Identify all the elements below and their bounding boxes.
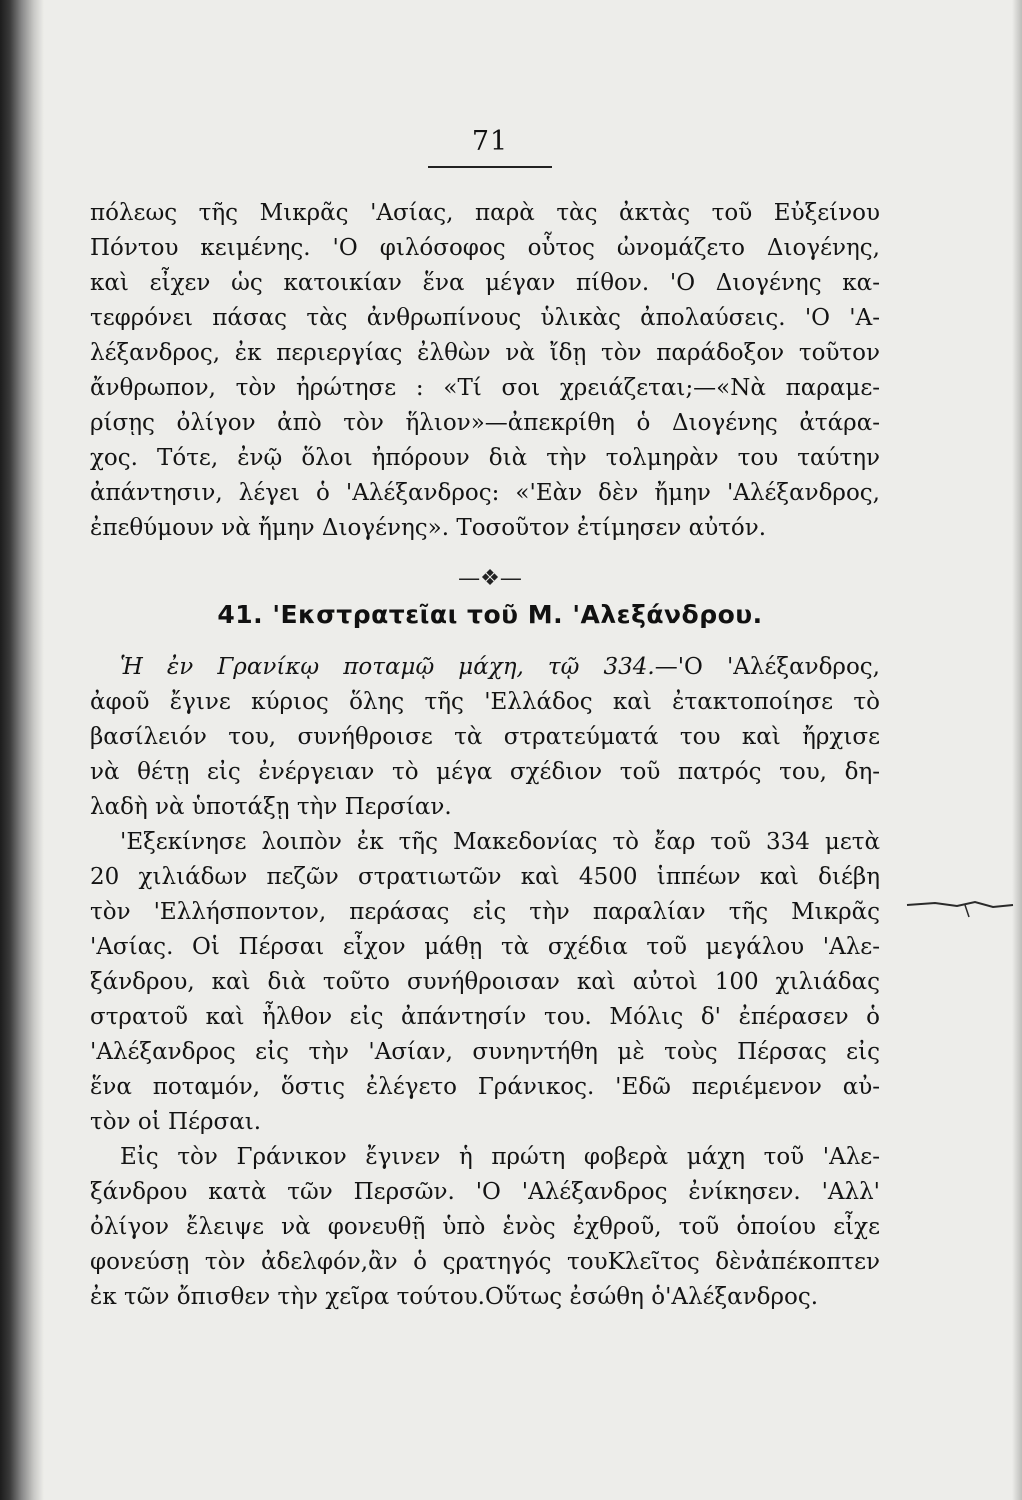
book-spine bbox=[0, 0, 44, 1500]
text-line: ὀλίγον ἔλειψε νὰ φονευθῇ ὑπὸ ἑνὸς ἐχθροῦ, τοῦ ὁποίου εἶχε bbox=[90, 1214, 880, 1240]
paragraphs-granicus bbox=[90, 650, 880, 1315]
text-line: χος. Τότε, ἐνῷ ὅλοι ἠπόρουν διὰ τὴν τολμηρὰν του ταύτην bbox=[90, 445, 880, 471]
text-line: βασίλειόν του, συνήθροισε τὰ στρατεύματά του καὶ ἤρχισε bbox=[90, 724, 880, 750]
text-fragment: —'Ο 'Αλέξανδρος, bbox=[654, 654, 880, 680]
text-line: 20 χιλιάδων πεζῶν στρατιωτῶν καὶ 4500 ἱππέων καὶ διέβη bbox=[90, 864, 880, 890]
text-line: ἀπάντησιν, λέγει ὁ 'Αλέξανδρος: «'Εὰν δὲν ἤμην 'Αλέξανδρος, bbox=[90, 480, 880, 506]
text-line: τὸν οἱ Πέρσαι. bbox=[90, 1109, 262, 1135]
text-line: ξάνδρου κατὰ τῶν Περσῶν. 'Ο 'Αλέξανδρος ἐνίκησεν. 'Αλλ' bbox=[90, 1179, 880, 1205]
text-line: ξάνδρου, καὶ διὰ τοῦτο συνήθροισαν καὶ αὐτοὶ 100 χιλιάδας bbox=[90, 969, 880, 995]
text-line: ἕνα ποταμόν, ὅστις ἐλέγετο Γράνικος. 'Εδῶ περιέμενον αὐ- bbox=[90, 1074, 880, 1100]
text-line: καὶ εἶχεν ὡς κατοικίαν ἕνα μέγαν πίθον. 'Ο Διογένης κα- bbox=[90, 270, 880, 296]
text-line: 'Ασίας. Οἱ Πέρσαι εἶχον μάθῃ τὰ σχέδια τοῦ μεγάλου 'Αλε- bbox=[90, 934, 880, 960]
text-line: τεφρόνει πάσας τὰς ἀνθρωπίνους ὑλικὰς ἀπολαύσεις. 'Ο 'Α- bbox=[90, 305, 880, 331]
battle-subtitle: Ἡ ἐν Γρανίκῳ ποταμῷ μάχη, τῷ 334. bbox=[120, 654, 655, 680]
text-line: στρατοῦ καὶ ἦλθον εἰς ἀπάντησίν του. Μόλις δ' ἐπέρασεν ὁ bbox=[90, 1004, 880, 1030]
text-line: 'Αλέξανδρος εἰς τὴν 'Ασίαν, συνηντήθη μὲ τοὺς Πέρσας εἰς bbox=[90, 1039, 880, 1065]
page-edge bbox=[1012, 0, 1022, 1500]
section-ornament: —❖— bbox=[458, 566, 522, 591]
page-number: 71 bbox=[471, 126, 509, 157]
paper-tear bbox=[905, 893, 1015, 923]
text-line bbox=[90, 650, 880, 685]
text-line: τὸν 'Ελλήσποντον, περάσας εἰς τὴν παραλίαν τῆς Μικρᾶς bbox=[90, 899, 880, 925]
text-line: ρίσῃς ὀλίγον ἀπὸ τὸν ἥλιον»—ἀπεκρίθη ὁ Διογένης ἀτάρα- bbox=[90, 410, 880, 436]
section-heading: 41. 'Εκστρατεῖαι τοῦ Μ. 'Αλεξάνδρου. bbox=[217, 600, 763, 629]
text-line: πόλεως τῆς Μικρᾶς 'Ασίας, παρὰ τὰς ἀκτὰς τοῦ Εὐξείνου bbox=[90, 200, 880, 226]
text-line: ἐπεθύμουν νὰ ἤμην Διογένης». Τοσοῦτον ἐτίμησεν αὐτόν. bbox=[90, 515, 767, 541]
text-line: ἐκ τῶν ὄπισθεν τὴν χεῖρα τούτου.Οὕτως ἐσώθη ὁ'Αλέξανδρος. bbox=[90, 1284, 819, 1310]
text-line: ἄνθρωπον, τὸν ἠρώτησε : «Τί σοι χρειάζεται;—«Νὰ παραμε- bbox=[90, 375, 880, 401]
paragraph-diogenes bbox=[90, 196, 880, 546]
text-line: φονεύσῃ τὸν ἀδελφόν,ἂν ὁ ςρατηγός τουΚλεῖτος δὲνἀπέκοπτεν bbox=[90, 1249, 880, 1275]
text-line: νὰ θέτῃ εἰς ἐνέργειαν τὸ μέγα σχέδιον τοῦ πατρός του, δη- bbox=[90, 759, 880, 785]
text-line: λαδὴ νὰ ὑποτάξῃ τὴν Περσίαν. bbox=[90, 794, 452, 820]
text-line: ἀφοῦ ἔγινε κύριος ὅλης τῆς 'Ελλάδος καὶ ἐτακτοποίησε τὸ bbox=[90, 689, 880, 715]
text-line: Πόντου κειμένης. 'Ο φιλόσοφος οὗτος ὠνομάζετο Διογένης, bbox=[90, 235, 880, 261]
text-line: λέξανδρος, ἐκ περιεργίας ἐλθὼν νὰ ἴδῃ τὸν παράδοξον τοῦτον bbox=[90, 340, 880, 366]
text-line: 'Εξεκίνησε λοιπὸν ἐκ τῆς Μακεδονίας τὸ ἔαρ τοῦ 334 μετὰ bbox=[120, 829, 880, 855]
text-line: Εἰς τὸν Γράνικον ἔγινεν ἡ πρώτη φοβερὰ μάχη τοῦ 'Αλε- bbox=[120, 1144, 880, 1170]
page-number-rule bbox=[428, 166, 552, 168]
